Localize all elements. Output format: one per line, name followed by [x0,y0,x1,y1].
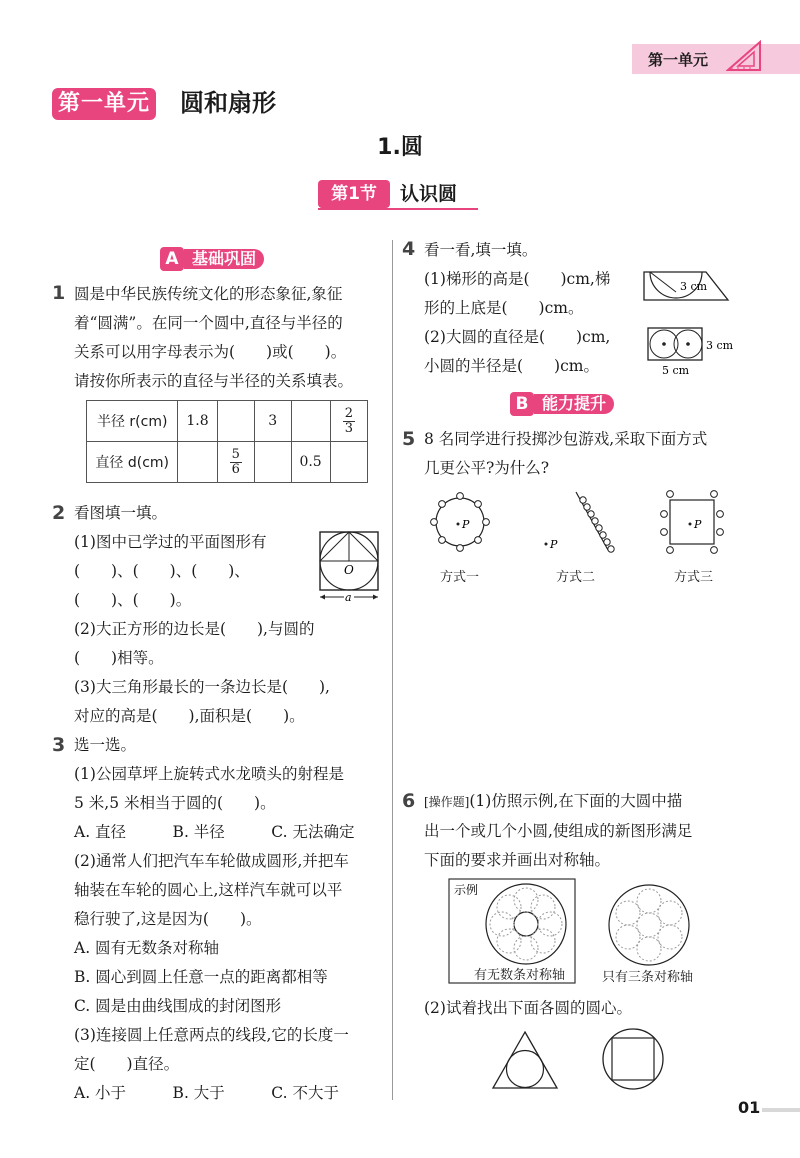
table-header-radius: 半径 r(cm) [87,401,178,442]
q1-number: 1 [52,282,66,304]
page-number-bar [762,1108,800,1112]
q4-line: 小圆的半径是( )cm。 [424,357,599,375]
throwing-arrangements-figure [420,488,750,560]
figure-label-bottom: 5 cm [662,364,690,377]
q3-line: A. 圆有无数条对称轴 [74,939,220,957]
table-cell [217,442,254,483]
table-cell [330,442,367,483]
table-cell [330,401,367,442]
q2-line: ( )、( )、( )、 [74,562,250,580]
q1-line: 着“圆满”。在同一个圆中,直径与半径的 [74,314,343,332]
arrangement-square [661,491,724,554]
circle-in-triangle-figure [490,1030,560,1092]
q3-line: A. 直径 B. 半径 C. 无法确定 [74,823,355,841]
q4-line: 形的上底是( )cm。 [424,299,584,317]
arrangement-circle [431,493,490,552]
q3-line: 定( )直径。 [74,1055,180,1073]
q3-number: 3 [52,734,66,756]
q6-part2: (2)试着找出下面各圆的圆心。 [424,999,632,1017]
section-b-label: 能力提升 [534,394,614,414]
figure-label-a: a [345,591,352,604]
q2-line: 看图填一填。 [74,504,168,522]
q6-line: 出一个或几个小圆,使组成的新图形满足 [424,822,693,840]
q6-text [424,787,692,875]
fraction: $\frac{5}{6}$ [231,446,240,477]
q1-line: 请按你所表示的直径与半径的关系填表。 [74,372,354,390]
q2-line: (2)大正方形的边长是( ),与圆的 [74,620,315,638]
q2-line: (3)大三角形最长的一条边长是( ), [74,678,330,696]
q4-number: 4 [402,238,416,260]
q6-line-1 [424,787,692,817]
caption-method-1: 方式一 [440,570,480,585]
q5-line: 8 名同学进行投掷沙包游戏,采取下面方式 [424,430,708,448]
q6-line: 下面的要求并画出对称轴。 [424,851,611,869]
unit-badge: 第一单元 [52,88,156,120]
three-axes-circle-figure [606,882,692,968]
table-row [87,401,368,442]
unit-tab-label: 第一单元 [648,51,709,69]
figure-label-side: 3 cm [706,339,734,352]
radius-diameter-table [86,400,368,483]
section-a-header [160,247,264,271]
ruler-triangle-icon [726,40,762,72]
lesson-title: 认识圆 [400,183,458,205]
unit-title: 圆和扇形 [180,89,276,117]
q3-line: 选一选。 [74,736,137,754]
section-b-letter: B [510,392,534,416]
table-cell [178,442,217,483]
q2-line: (1)图中已学过的平面图形有 [74,533,267,551]
q1-line: 关系可以用字母表示为( )或( )。 [74,343,347,361]
table-cell: 1.8 [178,401,217,442]
lesson-badge: 第1节 [318,180,390,208]
caption-method-2: 方式二 [556,570,596,585]
q1-text [74,280,353,396]
q2-line: 对应的高是( ),面积是( )。 [74,707,305,725]
table-cell: 0.5 [291,442,330,483]
q2-number: 2 [52,502,66,524]
q4-text [424,236,610,381]
q1-line: 圆是中华民族传统文化的形态象征,象征 [74,285,343,303]
q5-number: 5 [402,428,416,450]
q3-line: 轴装在车轮的圆心上,这样汽车就可以平 [74,881,343,899]
point-p-label: P [462,518,470,531]
q3-line: B. 圆心到圆上任意一点的距离都相等 [74,968,328,986]
q3-line: 稳行驶了,这是因为( )。 [74,910,262,928]
q3-line: A. 小于 B. 大于 C. 不大于 [74,1084,339,1102]
q6-line: (1)仿照示例,在下面的大圆中描 [469,792,683,810]
q5-text [424,425,707,483]
square-in-circle-figure [600,1026,666,1092]
q2-text [74,499,330,731]
table-cell [254,442,291,483]
q5-line: 几更公平?为什么? [424,459,550,477]
q3-line: (2)通常人们把汽车车轮做成圆形,并把车 [74,852,349,870]
caption-three-axes: 只有三条对称轴 [602,970,694,985]
figure-label-3cm: 3 cm [680,280,708,293]
trapezoid-semicircle-figure [640,268,732,304]
q4-line: (2)大圆的直径是( )cm, [424,328,611,346]
q3-line: C. 圆是由曲线围成的封闭图形 [74,997,282,1015]
q4-line: 看一看,填一填。 [424,241,538,259]
table-row [87,442,368,483]
q3-text [74,731,354,1108]
page-number: 01 [738,1098,761,1117]
q6-tag: [操作题] [424,795,470,809]
q6-number: 6 [402,790,416,812]
q2-line: ( )、( )。 [74,591,192,609]
arrangement-line [545,492,615,552]
table-header-diameter: 直径 d(cm) [87,442,178,483]
section-a-label: 基础巩固 [184,249,264,269]
table-cell: 3 [254,401,291,442]
q3-line: (3)连接圆上任意两点的线段,它的长度一 [74,1026,349,1044]
square-circle-triangle-figure [318,530,382,604]
two-circles-rectangle-figure [646,326,738,378]
example-label: 示例 [454,883,479,897]
q3-line: 5 米,5 米相当于圆的( )。 [74,794,276,812]
caption-method-3: 方式三 [674,570,714,585]
q2-line: ( )相等。 [74,649,164,667]
fraction: $\frac{2}{3}$ [344,405,353,436]
point-p-label: P [694,518,702,531]
section-a-letter: A [160,247,184,271]
section-title: 1.圆 [377,135,423,160]
figure-label-o: O [344,563,354,577]
section-b-header [510,392,614,416]
q3-line: (1)公园草坪上旋转式水龙喷头的射程是 [74,765,344,783]
lesson-underline [318,208,478,210]
q4-line: (1)梯形的高是( )cm,梯 [424,270,611,288]
table-cell [291,401,330,442]
table-cell [217,401,254,442]
point-p-label: P [550,538,558,551]
caption-example: 有无数条对称轴 [474,968,566,983]
column-divider [392,240,393,1100]
